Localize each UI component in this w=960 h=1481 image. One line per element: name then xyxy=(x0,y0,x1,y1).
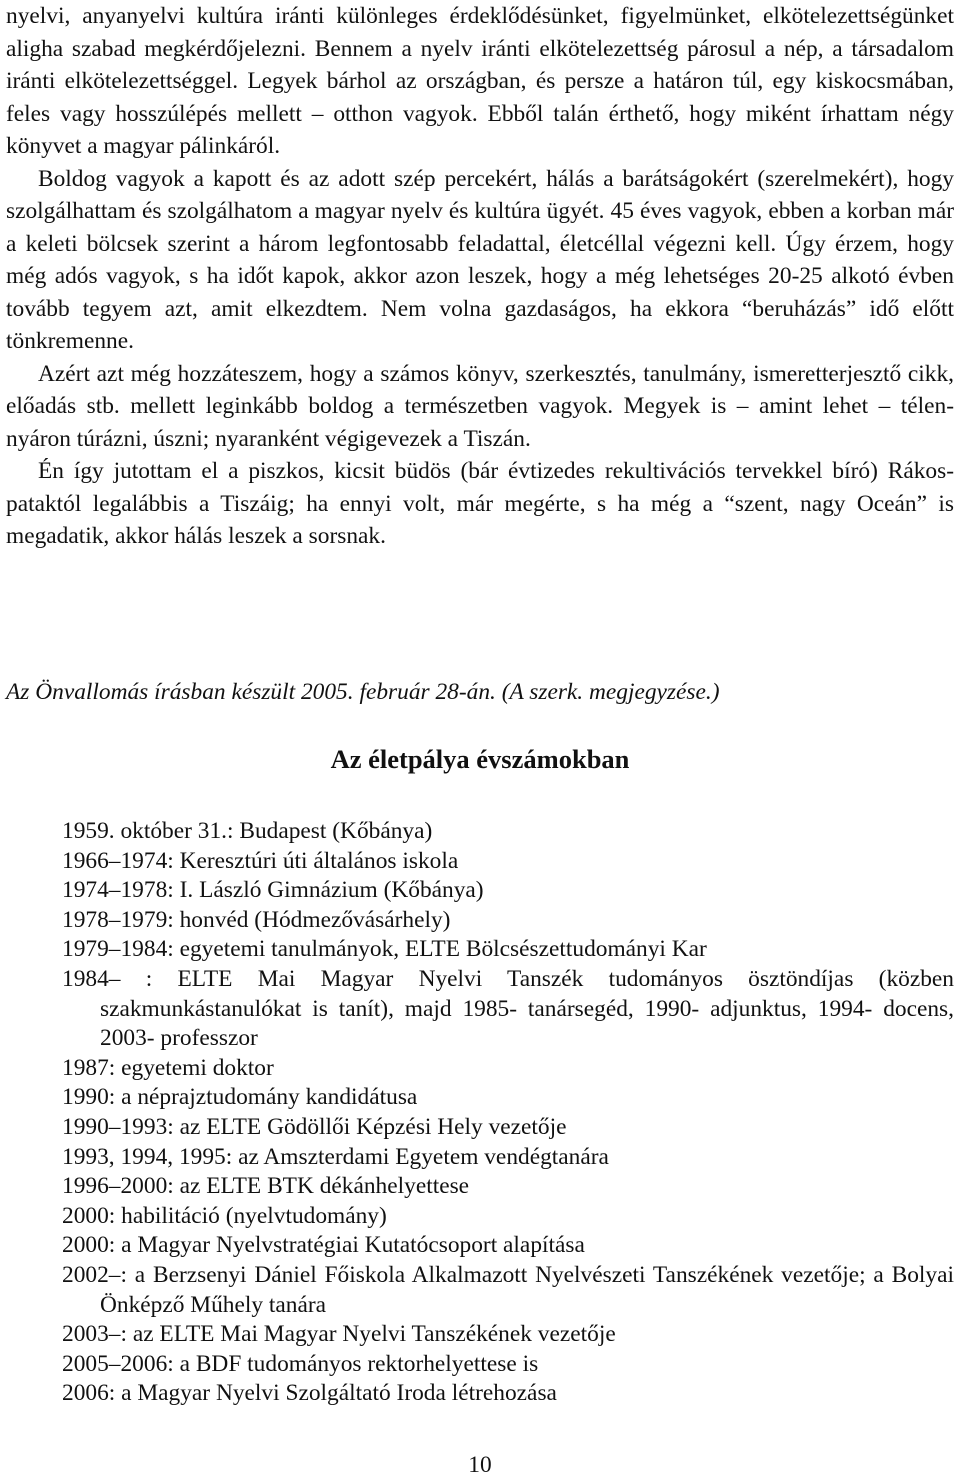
page-number: 10 xyxy=(468,1452,492,1478)
timeline-item: 1990–1993: az ELTE Gödöllői Képzési Hely vezetője xyxy=(62,1113,567,1140)
timeline-item: 1978–1979: honvéd (Hódmezővásárhely) xyxy=(62,906,451,933)
timeline-item: 1996–2000: az ELTE BTK dékánhelyettese xyxy=(62,1173,470,1200)
paragraph: nyelvi, anyanyelvi kultúra iránti különleges érdeklődésünket, figyelmünket, elkötelezettségünket aligha szabad megkérdőjelezni. Bennem a nyelv iránti elkötelezettség párosul a nép, a társadalom iránti elkötelezettséggel. Legyek bárhol az országban, és persze a határon túl, egy kiskocsmában, feles vagy hosszúlépés mellett – otthon vagyok. Ebből talán érthető, hogy miként írhattam négy könyvet a magyar pálinkáról. xyxy=(6,3,954,159)
career-timeline xyxy=(62,817,954,1409)
section-title: Az életpálya évszámokban xyxy=(330,744,630,774)
document-page xyxy=(6,0,954,553)
paragraph: Azért azt még hozzáteszem, hogy a számos könyv, szerkesztés, tanulmány, ismeretterjesztő cikk, előadás stb. mellett leginkább boldog a természetben vagyok. Megyek is – amint lehet – télen-nyáron túrázni, úszni; nyaranként végigevezek a Tiszán. xyxy=(6,360,954,452)
timeline-item: 1966–1974: Keresztúri úti általános iskola xyxy=(62,847,459,874)
timeline-item: 1984– : ELTE Mai Magyar Nyelvi Tanszék tudományos ösztöndíjas (közben szakmunkástanulókat is tanít), majd 1985- tanársegéd, 1990- adjunktus, 1994- docens, 2003- professzor xyxy=(62,965,954,1052)
editor-note: Az Önvallomás írásban készült 2005. február 28-án. (A szerk. megjegyzése.) xyxy=(6,679,720,705)
timeline-item: 2003–: az ELTE Mai Magyar Nyelvi Tanszékének vezetője xyxy=(62,1321,616,1348)
timeline-item: 2005–2006: a BDF tudományos rektorhelyettese is xyxy=(62,1350,539,1377)
timeline-item: 1979–1984: egyetemi tanulmányok, ELTE Bölcsészettudományi Kar xyxy=(62,936,707,963)
timeline-item: 2002–: a Berzsenyi Dániel Főiskola Alkalmazott Nyelvészeti Tanszékének vezetője; a Bolyai Önképző Műhely tanára xyxy=(62,1261,954,1318)
timeline-item: 1993, 1994, 1995: az Amszterdami Egyetem vendégtanára xyxy=(62,1143,609,1170)
timeline-item: 2006: a Magyar Nyelvi Szolgáltató Iroda létrehozása xyxy=(62,1380,557,1407)
timeline-item: 1990: a néprajztudomány kandidátusa xyxy=(62,1084,418,1111)
timeline-item: 1959. október 31.: Budapest (Kőbánya) xyxy=(62,818,433,844)
timeline-item: 2000: a Magyar Nyelvstratégiai Kutatócsoport alapítása xyxy=(62,1232,585,1259)
timeline-item: 1987: egyetemi doktor xyxy=(62,1054,274,1081)
timeline-item: 2000: habilitáció (nyelvtudomány) xyxy=(62,1202,387,1229)
paragraph: Boldog vagyok a kapott és az adott szép percekért, hálás a barátságokért (szerelmekért), hogy szolgálhattam és szolgálhatom a magyar nyelv és kultúra ügyét. 45 éves vagyok, ebben a korban már a keleti bölcsek szerint a három legfontosabb feladattal, életcéllal végezni kell. Úgy érzem, hogy még adós vagyok, s ha időt kapok, akkor azon leszek, hogy a még lehetséges 20-25 alkotó évben tovább tegyem azt, amit elkezdtem. Nem volna gazdaságos, ha ekkora “beruházás” idő előtt tönkremenne. xyxy=(6,165,954,354)
body-text xyxy=(6,0,954,553)
timeline-item: 1974–1978: I. László Gimnázium (Kőbánya) xyxy=(62,877,484,904)
paragraph: Én így jutottam el a piszkos, kicsit büdös (bár évtizedes rekultivációs tervekkel bíró) Rákos-pataktól legalábbis a Tiszáig; ha ennyi volt, már megérte, s ha még a “szent, nagy Oceán” is megadatik, akkor hálás leszek a sorsnak. xyxy=(6,458,954,549)
